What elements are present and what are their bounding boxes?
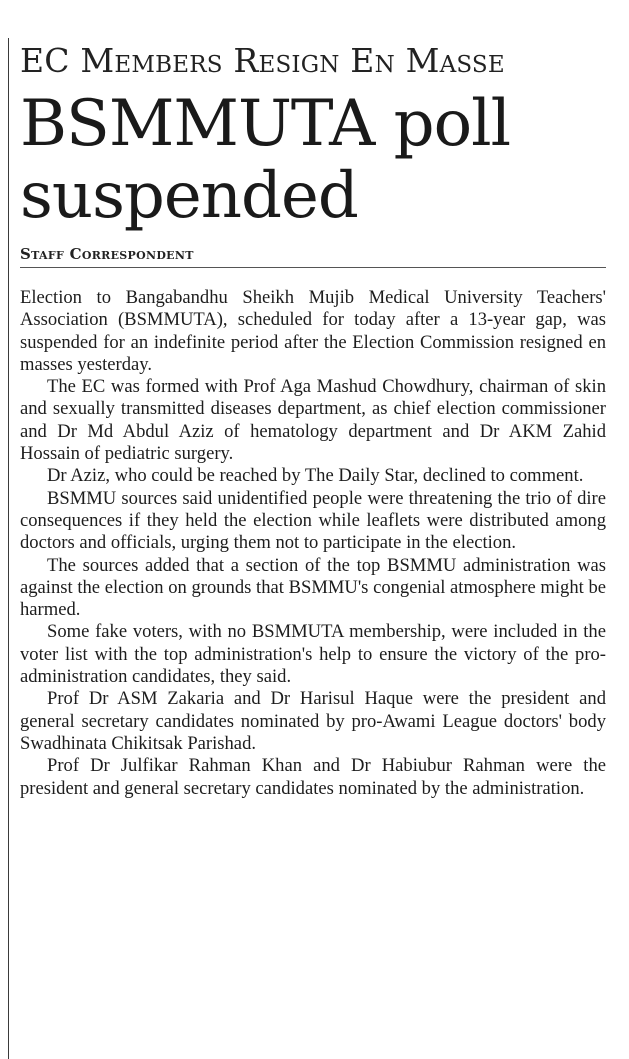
article-kicker: EC Members Resign En Masse	[20, 41, 505, 80]
column-rule	[8, 38, 9, 1059]
article-paragraph: Election to Bangabandhu Sheikh Mujib Medical University Teachers' Association (BSMMUTA), scheduled for today after a 13-year gap, was suspended for an indefinite period after the Election Commission resigned en masses yesterday.	[20, 287, 606, 375]
article-paragraph: Some fake voters, with no BSMMUTA membership, were included in the voter list with the top administration's help to ensure the victory of the pro-administration candidates, they said.	[20, 621, 606, 688]
article-paragraph: Dr Aziz, who could be reached by The Daily Star, declined to comment.	[47, 465, 584, 487]
news-article	[20, 38, 610, 800]
article-paragraph: BSMMU sources said unidentified people were threatening the trio of dire consequences if they held the election while leaflets were distributed among doctors and officials, urging them not to participate in the election.	[20, 487, 606, 554]
article-byline: Staff Correspondent	[20, 245, 194, 263]
article-paragraph: Prof Dr ASM Zakaria and Dr Harisul Haque were the president and general secretary candidates nominated by pro-Awami League doctors' body Swadhinata Chikitsak Parishad.	[20, 688, 606, 754]
byline-divider	[20, 267, 606, 268]
article-paragraph: The EC was formed with Prof Aga Mashud Chowdhury, chairman of skin and sexually transmitted diseases department, as chief election commissioner and Dr Md Abdul Aziz of hematology department and Dr AKM Zahid Hossain of pediatric surgery.	[20, 376, 606, 465]
article-paragraph: The sources added that a section of the top BSMMU administration was against the election on grounds that BSMMU's congenial atmosphere might be harmed.	[20, 554, 606, 621]
article-headline: BSMMUTA poll suspended	[20, 87, 511, 233]
article-paragraph: Prof Dr Julfikar Rahman Khan and Dr Habiubur Rahman were the president and general secretary candidates nominated by the administration.	[20, 755, 606, 799]
article-body	[20, 287, 606, 800]
